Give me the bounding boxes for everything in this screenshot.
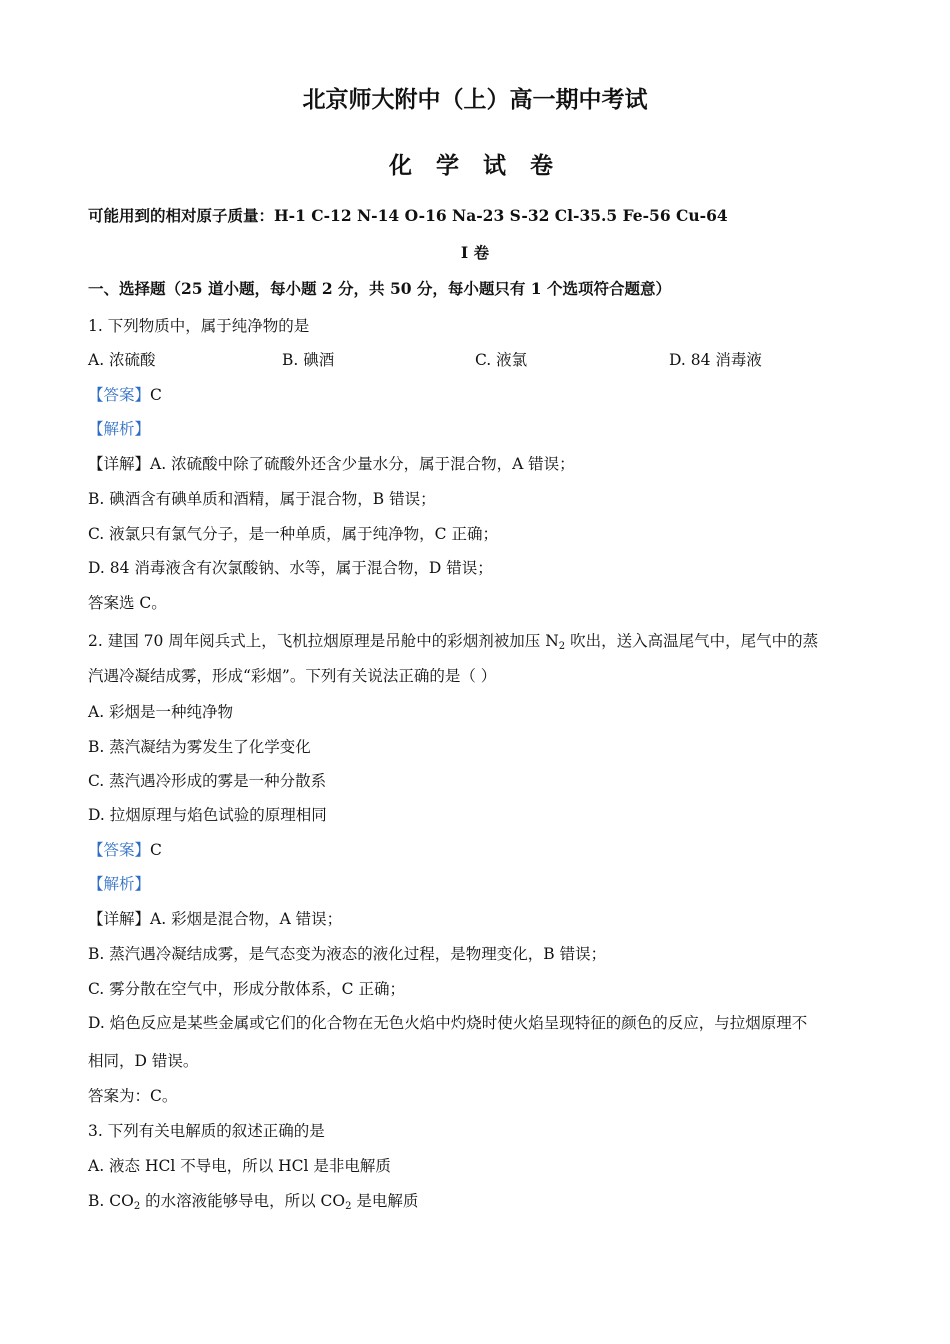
section-heading: 一、选择题（25 道小题，每小题 2 分，共 50 分，每小题只有 1 个选项符合题意）: [88, 279, 671, 298]
q1-analysis-tag: 【解析】: [88, 420, 151, 438]
q3-stem: 3. 下列有关电解质的叙述正确的是: [88, 1122, 325, 1140]
exam-title: 北京师大附中（上）高一期中考试: [302, 86, 648, 113]
q2-option-a: A. 彩烟是一种纯净物: [88, 703, 234, 721]
q2-answer: [88, 839, 890, 861]
detail-text: A. 彩烟是混合物，A 错误；: [150, 910, 343, 928]
q2-option-b: B. 蒸汽凝结为雾发生了化学变化: [88, 738, 311, 756]
q2-detail-2: B. 蒸汽遇冷凝结成雾，是气态变为液态的液化过程，是物理变化，B 错误；: [88, 945, 607, 963]
atomic-mass-line: 可能用到的相对原子质量：H-1 C-12 N-14 O-16 Na-23 S-32 Cl-35.5 Fe-56 Cu-64: [88, 206, 728, 225]
q1-option-c: C. 液氯: [475, 351, 528, 369]
q2-analysis-tag: 【解析】: [88, 875, 151, 893]
answer-value: C: [150, 386, 162, 404]
q1-stem: 1. 下列物质中，属于纯净物的是: [88, 317, 310, 335]
answer-tag: 【答案】: [88, 386, 151, 404]
q1-option-a: A. 浓硫酸: [88, 351, 156, 369]
q1-detail-3: C. 液氯只有氯气分子，是一种单质，属于纯净物，C 正确；: [88, 525, 498, 543]
q1-detail-5: 答案选 C。: [88, 594, 167, 612]
q2-stem-1: [88, 630, 890, 658]
option-text: 的水溶液能够导电，所以 CO: [140, 1192, 346, 1210]
option-text: 是电解质: [351, 1192, 419, 1210]
stem-text: 2. 建国 70 周年阅兵式上，飞机拉烟原理是吊舱中的彩烟剂被加压 N: [88, 632, 559, 650]
subscript: 2: [345, 1201, 352, 1212]
q2-detail-3: C. 雾分散在空气中，形成分散体系，C 正确；: [88, 980, 405, 998]
answer-tag: 【答案】: [88, 841, 151, 859]
detail-tag: 【详解】: [88, 455, 151, 473]
q2-detail-1: [88, 908, 890, 930]
stem-text: 吹出，送入高温尾气中，尾气中的蒸: [565, 632, 819, 650]
answer-value: C: [150, 841, 162, 859]
q2-stem-2: 汽遇冷凝结成雾，形成“彩烟”。下列有关说法正确的是（ ）: [88, 667, 497, 685]
q2-detail-6: 答案为：C。: [88, 1087, 178, 1105]
q2-option-d: D. 拉烟原理与焰色试验的原理相同: [88, 806, 327, 824]
detail-tag: 【详解】: [88, 910, 151, 928]
q1-option-b: B. 碘酒: [282, 351, 335, 369]
q1-detail-4: D. 84 消毒液含有次氯酸钠、水等，属于混合物，D 错误；: [88, 559, 493, 577]
subscript: 2: [133, 1201, 141, 1212]
q1-detail-2: B. 碘酒含有碘单质和酒精，属于混合物，B 错误；: [88, 490, 436, 508]
q2-detail-5: 相同，D 错误。: [88, 1052, 199, 1070]
q2-detail-4: D. 焰色反应是某些金属或它们的化合物在无色火焰中灼烧时使火焰呈现特征的颜色的反应，与拉烟原理不: [88, 1014, 808, 1032]
volume-label: I 卷: [460, 243, 490, 262]
q1-answer: [88, 384, 890, 406]
option-text: B. CO: [88, 1192, 134, 1210]
q3-option-b: [88, 1190, 890, 1218]
q1-option-d: D. 84 消毒液: [669, 351, 762, 369]
subscript: 2: [558, 641, 566, 652]
subject-title: 化 学 试 卷: [388, 152, 562, 179]
q1-detail-1: [88, 453, 890, 475]
q3-option-a: A. 液态 HCl 不导电，所以 HCl 是非电解质: [88, 1157, 391, 1175]
detail-text: A. 浓硫酸中除了硫酸外还含少量水分，属于混合物，A 错误；: [150, 455, 575, 473]
q2-option-c: C. 蒸汽遇冷形成的雾是一种分散系: [88, 772, 327, 790]
